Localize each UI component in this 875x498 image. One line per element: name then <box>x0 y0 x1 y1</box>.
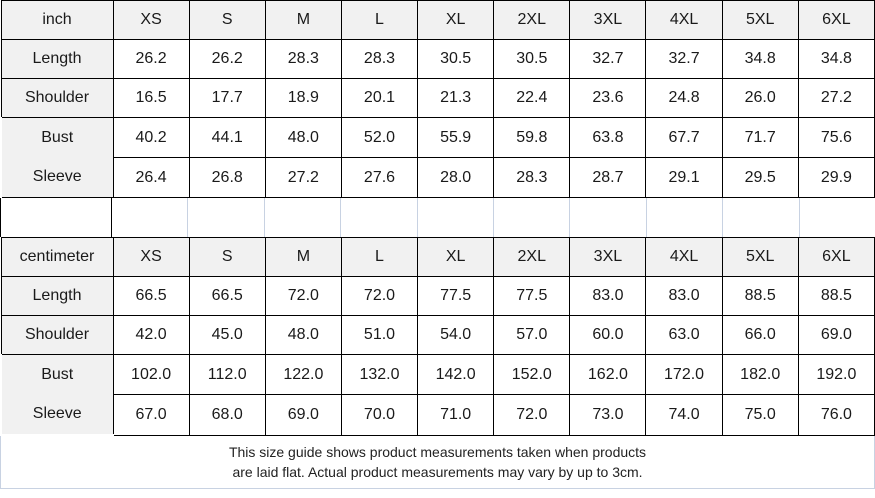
measurement-value-cell: 70.0 <box>341 395 417 435</box>
size-table-inch <box>0 0 875 198</box>
measurement-value-cell: 59.8 <box>494 118 570 158</box>
table-row <box>1 79 875 118</box>
measurement-value-cell: 182.0 <box>722 355 798 395</box>
size-guide-note-line: are laid flat. Actual product measurements may vary by up to 3cm. <box>232 464 643 480</box>
measurement-value-cell: 30.5 <box>494 40 570 79</box>
measurement-label-cell-merged <box>1 355 113 436</box>
measurement-value-cell: 71.7 <box>722 118 798 158</box>
measurement-label: Sleeve <box>32 405 82 423</box>
measurement-value-cell: 26.2 <box>189 40 265 79</box>
size-header-cell: L <box>341 238 417 277</box>
measurement-value-cell: 77.5 <box>418 277 494 316</box>
measurement-value-cell: 51.0 <box>341 316 417 355</box>
measurement-value-cell: 48.0 <box>265 118 341 158</box>
size-header-cell: M <box>265 238 341 277</box>
measurement-value-cell: 30.5 <box>418 40 494 79</box>
measurement-value-cell: 24.8 <box>646 79 722 118</box>
measurement-value-cell: 75.0 <box>722 395 798 435</box>
table-row <box>1 118 875 158</box>
measurement-value-cell: 71.0 <box>418 395 494 435</box>
measurement-value-cell: 26.0 <box>722 79 798 118</box>
measurement-value-cell: 29.9 <box>798 158 874 198</box>
measurement-value-cell: 21.3 <box>418 79 494 118</box>
measurement-value-cell: 34.8 <box>722 40 798 79</box>
measurement-value-cell: 22.4 <box>494 79 570 118</box>
table-row <box>1 316 875 355</box>
measurement-value-cell: 112.0 <box>189 355 265 395</box>
measurement-label-cell: Length <box>1 277 113 316</box>
unit-header-cell: inch <box>1 1 113 40</box>
measurement-value-cell: 27.2 <box>265 158 341 198</box>
measurement-value-cell: 76.0 <box>798 395 874 435</box>
spacer-cell <box>1 198 112 237</box>
measurement-label-cell-merged <box>1 118 113 198</box>
spacer-cell <box>341 198 417 237</box>
size-header-cell: 6XL <box>798 238 874 277</box>
measurement-value-cell: 60.0 <box>570 316 646 355</box>
size-header-cell: XL <box>418 238 494 277</box>
measurement-label-cell: Shoulder <box>1 316 113 355</box>
spacer-cell <box>418 198 494 237</box>
size-header-cell: 5XL <box>722 238 798 277</box>
measurement-value-cell: 142.0 <box>418 355 494 395</box>
measurement-value-cell: 17.7 <box>189 79 265 118</box>
table-row <box>1 158 875 198</box>
measurement-value-cell: 26.4 <box>113 158 189 198</box>
measurement-value-cell: 45.0 <box>189 316 265 355</box>
table-row <box>1 395 875 435</box>
measurement-value-cell: 63.0 <box>646 316 722 355</box>
size-guide-note <box>0 436 875 489</box>
measurement-value-cell: 32.7 <box>646 40 722 79</box>
measurement-value-cell: 68.0 <box>189 395 265 435</box>
measurement-value-cell: 29.5 <box>722 158 798 198</box>
spacer-cell <box>647 198 723 237</box>
measurement-value-cell: 102.0 <box>113 355 189 395</box>
measurement-label: Sleeve <box>32 168 82 186</box>
measurement-label-cell: Length <box>1 40 113 79</box>
measurement-value-cell: 66.5 <box>113 277 189 316</box>
measurement-value-cell: 48.0 <box>265 316 341 355</box>
measurement-value-cell: 74.0 <box>646 395 722 435</box>
spacer-cell <box>570 198 646 237</box>
measurement-value-cell: 152.0 <box>494 355 570 395</box>
size-header-cell: XL <box>418 1 494 40</box>
measurement-value-cell: 63.8 <box>570 118 646 158</box>
measurement-value-cell: 32.7 <box>570 40 646 79</box>
spacer-cell <box>800 198 875 237</box>
measurement-value-cell: 44.1 <box>189 118 265 158</box>
measurement-value-cell: 34.8 <box>798 40 874 79</box>
size-header-cell: 4XL <box>646 238 722 277</box>
measurement-value-cell: 16.5 <box>113 79 189 118</box>
spacer-cell <box>494 198 570 237</box>
size-header-cell: 2XL <box>494 1 570 40</box>
measurement-value-cell: 88.5 <box>798 277 874 316</box>
table-row <box>1 355 875 395</box>
spacer-row <box>0 198 875 237</box>
measurement-value-cell: 29.1 <box>646 158 722 198</box>
size-guide-note-line: This size guide shows product measurements taken when products <box>228 444 647 460</box>
measurement-value-cell: 67.7 <box>646 118 722 158</box>
size-header-cell: XS <box>113 238 189 277</box>
measurement-value-cell: 23.6 <box>570 79 646 118</box>
measurement-label-stack <box>2 118 113 197</box>
measurement-label-stack <box>2 355 113 434</box>
measurement-value-cell: 54.0 <box>418 316 494 355</box>
size-header-cell: 5XL <box>722 1 798 40</box>
measurement-value-cell: 192.0 <box>798 355 874 395</box>
size-header-cell: S <box>189 238 265 277</box>
table-row <box>1 277 875 316</box>
measurement-value-cell: 69.0 <box>265 395 341 435</box>
size-table-centimeter <box>0 237 875 436</box>
measurement-value-cell: 72.0 <box>341 277 417 316</box>
spacer-cell <box>112 198 188 237</box>
measurement-value-cell: 172.0 <box>646 355 722 395</box>
measurement-value-cell: 28.3 <box>494 158 570 198</box>
unit-header-cell: centimeter <box>1 238 113 277</box>
measurement-value-cell: 66.0 <box>722 316 798 355</box>
measurement-value-cell: 69.0 <box>798 316 874 355</box>
size-header-cell: XS <box>113 1 189 40</box>
measurement-value-cell: 28.3 <box>265 40 341 79</box>
measurement-value-cell: 26.2 <box>113 40 189 79</box>
measurement-value-cell: 57.0 <box>494 316 570 355</box>
measurement-value-cell: 88.5 <box>722 277 798 316</box>
spacer-cell <box>188 198 264 237</box>
measurement-value-cell: 26.8 <box>189 158 265 198</box>
measurement-value-cell: 83.0 <box>570 277 646 316</box>
size-header-cell: L <box>341 1 417 40</box>
spacer-cell <box>723 198 799 237</box>
measurement-value-cell: 122.0 <box>265 355 341 395</box>
measurement-value-cell: 83.0 <box>646 277 722 316</box>
measurement-value-cell: 52.0 <box>341 118 417 158</box>
measurement-value-cell: 28.7 <box>570 158 646 198</box>
size-header-cell: 3XL <box>570 238 646 277</box>
size-header-cell: 3XL <box>570 1 646 40</box>
measurement-value-cell: 132.0 <box>341 355 417 395</box>
measurement-value-cell: 20.1 <box>341 79 417 118</box>
size-header-cell: 4XL <box>646 1 722 40</box>
size-header-cell: S <box>189 1 265 40</box>
measurement-value-cell: 42.0 <box>113 316 189 355</box>
measurement-value-cell: 40.2 <box>113 118 189 158</box>
size-header-cell: 2XL <box>494 238 570 277</box>
measurement-label: Bust <box>41 365 74 383</box>
measurement-label: Bust <box>41 128 74 146</box>
measurement-value-cell: 28.0 <box>418 158 494 198</box>
measurement-value-cell: 72.0 <box>494 395 570 435</box>
measurement-value-cell: 77.5 <box>494 277 570 316</box>
table-row <box>1 40 875 79</box>
measurement-value-cell: 75.6 <box>798 118 874 158</box>
measurement-value-cell: 162.0 <box>570 355 646 395</box>
measurement-value-cell: 66.5 <box>189 277 265 316</box>
measurement-value-cell: 27.6 <box>341 158 417 198</box>
measurement-value-cell: 67.0 <box>113 395 189 435</box>
spacer-cell <box>265 198 341 237</box>
size-header-cell: 6XL <box>798 1 874 40</box>
measurement-value-cell: 18.9 <box>265 79 341 118</box>
measurement-value-cell: 73.0 <box>570 395 646 435</box>
measurement-value-cell: 55.9 <box>418 118 494 158</box>
measurement-label-cell: Shoulder <box>1 79 113 118</box>
measurement-value-cell: 28.3 <box>341 40 417 79</box>
measurement-value-cell: 72.0 <box>265 277 341 316</box>
size-header-cell: M <box>265 1 341 40</box>
measurement-value-cell: 27.2 <box>798 79 874 118</box>
